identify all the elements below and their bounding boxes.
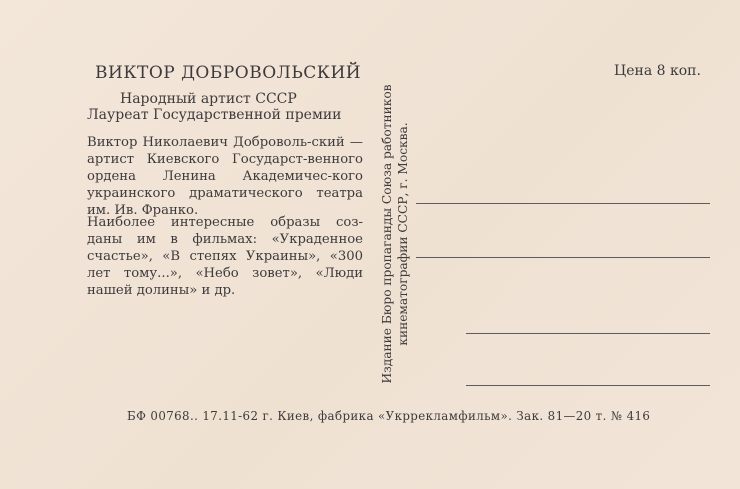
- address-line-4: [466, 385, 710, 386]
- title-state-prize: Лауреат Государственной премии: [87, 107, 342, 123]
- printing-imprint: БФ 00768.. 17.11-62 г. Киев, фабрика «Укррекламфильм». Зак. 81—20 т. № 416: [127, 409, 651, 423]
- biography-paragraph-2: [87, 214, 363, 299]
- publisher-line-1: Издание Бюро пропаганды Союза работников: [380, 84, 394, 384]
- publisher-vertical-text: [379, 78, 415, 390]
- artist-name-heading: ВИКТОР ДОБРОВОЛЬСКИЙ: [95, 63, 362, 83]
- address-line-2: [416, 257, 710, 258]
- biography-text-2: Наиболее интересные образы соз-даны им в фильмах: «Украденное счастье», «В степях Украины», «300 лет тому...», «Небо зовет», «Люди нашей долины» и др.: [87, 215, 363, 298]
- price-label: Цена 8 коп.: [614, 63, 701, 79]
- address-line-3: [466, 333, 710, 334]
- address-line-1: [416, 203, 710, 204]
- title-people-artist: Народный артист СССР: [120, 91, 297, 107]
- publisher-rotated-block: [379, 78, 411, 390]
- biography-text-1: Виктор Николаевич Доброволь-ский — артист Киевского Государст-венного ордена Ленина Академичес-кого украинского драматического театра им. Ив. Франко.: [87, 135, 363, 218]
- publisher-line-2: кинематографии СССР, г. Москва.: [396, 122, 410, 346]
- biography-paragraph-1: [87, 134, 363, 219]
